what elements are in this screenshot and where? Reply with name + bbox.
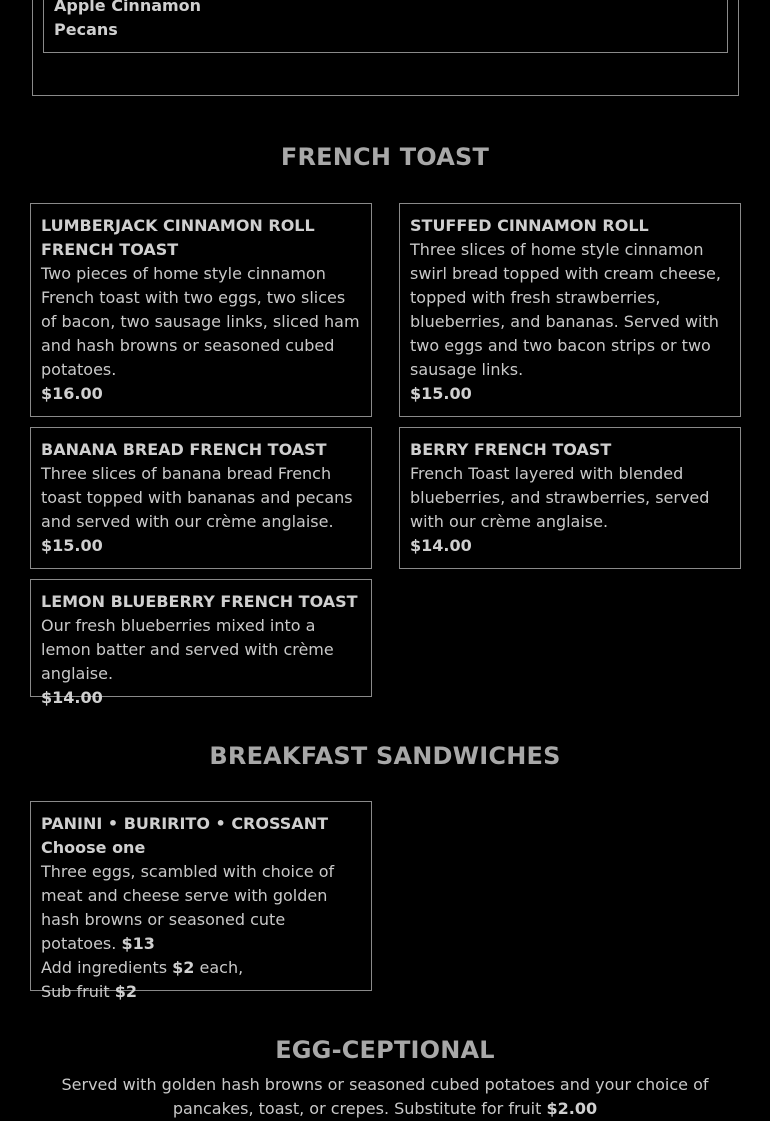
egg-ceptional-sub-price: $2.00 bbox=[546, 1099, 598, 1118]
menu-item-name: STUFFED CINNAMON ROLL bbox=[410, 216, 649, 235]
menu-item-price: $15.00 bbox=[41, 536, 103, 555]
add-ingredients-line bbox=[41, 956, 361, 980]
menu-item-lumberjack bbox=[30, 203, 372, 417]
add-ingredients-suffix: each, bbox=[199, 958, 244, 977]
section-heading-breakfast-sandwiches: BREAKFAST SANDWICHES bbox=[209, 742, 561, 770]
menu-item-name: LEMON BLUEBERRY FRENCH TOAST bbox=[41, 592, 358, 611]
add-ingredients-label: Add ingredients bbox=[41, 958, 168, 977]
egg-ceptional-description-text: Served with golden hash browns or seasoned cubed potatoes and your choice of pancakes, toast, or crepes. Substitute for fruit bbox=[61, 1075, 709, 1118]
menu-item-stuffed-cinnamon-roll bbox=[399, 203, 741, 417]
sub-fruit-label: Sub fruit bbox=[41, 982, 110, 1001]
menu-item-price: $15.00 bbox=[410, 384, 472, 403]
sandwich-description-text: Three eggs, scambled with choice of meat and cheese serve with golden hash browns or seasoned cute potatoes. bbox=[41, 862, 335, 953]
menu-item-name: BANANA BREAD FRENCH TOAST bbox=[41, 440, 327, 459]
add-ingredients-price: $2 bbox=[172, 958, 195, 977]
menu-item-price: $16.00 bbox=[41, 384, 103, 403]
menu-item-description: Three slices of banana bread French toast topped with bananas and pecans and served with our crème anglaise. bbox=[41, 464, 353, 531]
menu-item-description: Our fresh blueberries mixed into a lemon batter and served with crème anglaise. bbox=[41, 616, 334, 683]
menu-item-name: LUMBERJACK CINNAMON ROLL FRENCH TOAST bbox=[41, 216, 315, 259]
menu-item-description: Three slices of home style cinnamon swirl bread topped with cream cheese, topped with fresh strawberries, blueberries, and bananas. Served with two eggs and two bacon strips or two sausage links. bbox=[410, 240, 721, 379]
menu-item-description: French Toast layered with blended blueberries, and strawberries, served with our crème anglaise. bbox=[410, 464, 710, 531]
menu-item-name: BERRY FRENCH TOAST bbox=[410, 440, 612, 459]
menu-item-description: Two pieces of home style cinnamon French toast with two eggs, two slices of bacon, two sausage links, sliced ham and hash browns or seasoned cubed potatoes. bbox=[41, 264, 360, 379]
menu-item-price: $14.00 bbox=[410, 536, 472, 555]
section-description-egg-ceptional bbox=[20, 1073, 750, 1121]
menu-item-berry-french-toast bbox=[399, 427, 741, 569]
menu-item-banana-bread bbox=[30, 427, 372, 569]
menu-item-name: PANINI • BURIRITO • CROSSANT Choose one bbox=[41, 814, 328, 857]
menu-item-description bbox=[41, 860, 361, 956]
section-heading-egg-ceptional: EGG-CEPTIONAL bbox=[275, 1036, 495, 1064]
sandwich-price: $13 bbox=[121, 934, 155, 953]
section-heading-french-toast: FRENCH TOAST bbox=[280, 143, 490, 171]
menu-item-sandwich bbox=[30, 801, 372, 1001]
menu-item-price: $14.00 bbox=[41, 688, 103, 707]
sub-fruit-price: $2 bbox=[114, 982, 137, 1001]
previous-item-line: Apple Cinnamon bbox=[54, 0, 202, 15]
menu-item-lemon-blueberry bbox=[30, 579, 372, 707]
previous-item-line: Pecans bbox=[54, 20, 118, 39]
sub-fruit-line bbox=[41, 980, 361, 1004]
